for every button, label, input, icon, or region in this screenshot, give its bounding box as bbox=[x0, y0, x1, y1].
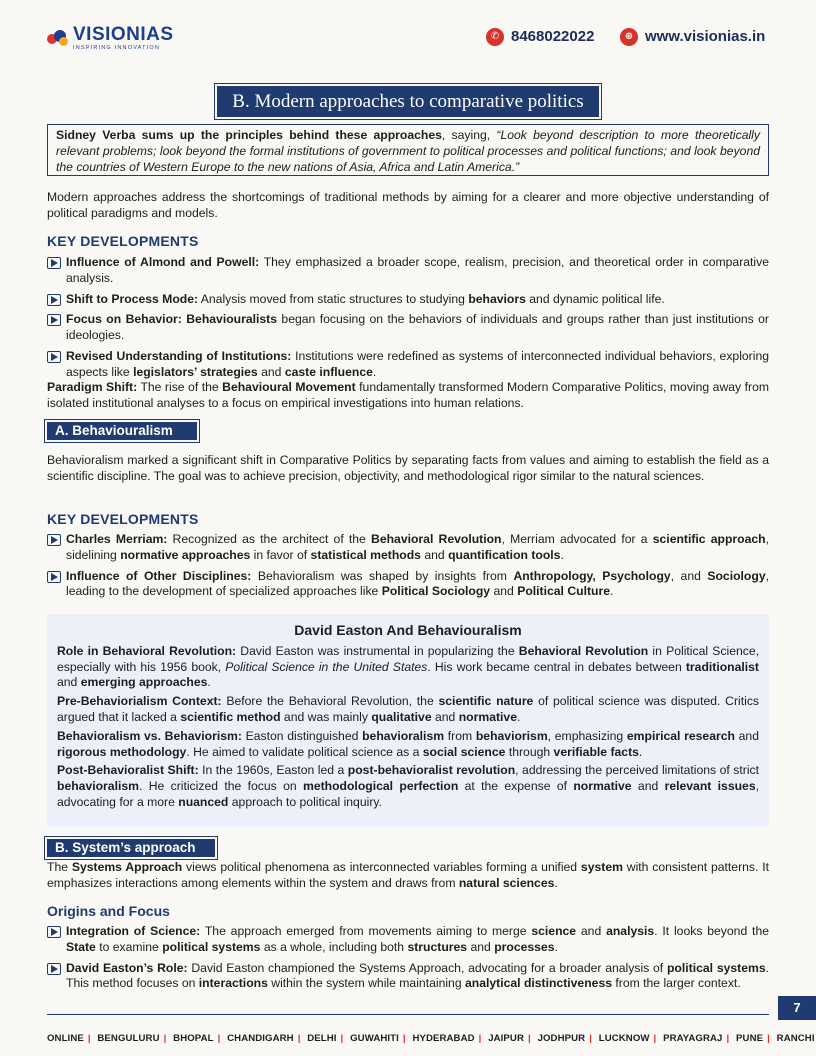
city-label: LUCKNOW bbox=[598, 1033, 650, 1044]
section-a-heading: A. Behaviouralism bbox=[47, 422, 197, 440]
arrow-bullet-icon bbox=[47, 926, 61, 938]
origins-focus-list bbox=[47, 924, 769, 992]
city-label: DELHI bbox=[307, 1033, 337, 1044]
quote-text: “Look beyond description to more theoretically relevant problems; look beyond the formal institutions of government to political processes and political functions; and look beyond the countries of Western Europe to the new nations of Asia, Africa and Latin America.” bbox=[56, 128, 760, 174]
easton-paragraph: Role in Behavioral Revolution: David Easton was instrumental in popularizing the Behavioral Revolution in Political Science, especially with his 1956 book, Political Science in the United States. His work became central in debates between traditionalist and emerging approaches. bbox=[57, 643, 760, 690]
city-label: CHANDIGARH bbox=[227, 1033, 294, 1044]
city-label: RANCHI bbox=[776, 1033, 815, 1044]
arrow-bullet-icon bbox=[47, 314, 61, 326]
logo-name: VISIONIAS bbox=[73, 24, 174, 45]
origins-focus-heading: Origins and Focus bbox=[47, 903, 170, 919]
logo-mark-icon bbox=[47, 28, 71, 50]
easton-paragraph: Pre-Behaviorialism Context: Before the Behavioral Revolution, the scientific nature of political science was disputed. Critics argued that it lacked a scientific method and was mainly qualitative and normative. bbox=[57, 694, 760, 724]
list-item: Charles Merriam: Recognized as the architect of the Behavioral Revolution, Merriam advocated for a scientific approach, sidelining normative approaches in favor of statistical methods and quantification tools. bbox=[47, 532, 769, 564]
globe-icon: ⊕ bbox=[620, 28, 638, 46]
verba-quote-box bbox=[47, 124, 769, 176]
key-developments-heading-1: KEY DEVELOPMENTS bbox=[47, 233, 199, 249]
city-label: ONLINE bbox=[47, 1033, 84, 1044]
list-item: Shift to Process Mode: Analysis moved from static structures to studying behaviors and dynamic political life. bbox=[47, 292, 769, 308]
phone-icon: ✆ bbox=[486, 28, 504, 46]
visionias-logo[interactable] bbox=[47, 26, 174, 52]
arrow-bullet-icon bbox=[47, 963, 61, 975]
list-item: Influence of Almond and Powell: They emphasized a broader scope, realism, precision, and theoretical order in comparative analysis. bbox=[47, 255, 769, 287]
list-item: David Easton’s Role: David Easton championed the Systems Approach, advocating for a broader analysis of political systems. This method focuses on interactions within the system while maintaining analytical distinctiveness from the larger context. bbox=[47, 961, 769, 993]
footer-divider bbox=[47, 1014, 769, 1015]
list-item: Revised Understanding of Institutions: Institutions were redefined as systems of interconnected individual behaviors, exploring aspects like legislators’ strategies and caste influence. bbox=[47, 349, 769, 381]
easton-paragraph: Post-Behavioralist Shift: In the 1960s, Easton led a post-behavioralist revolution, addressing the perceived limitations of strict behavioralism. He criticized the focus on methodological perfection at the expense of normative and relevant issues, advocating for a more nuanced approach to political inquiry. bbox=[57, 763, 760, 809]
city-label: BENGULURU bbox=[97, 1033, 160, 1044]
key-developments-list-1 bbox=[47, 255, 769, 381]
arrow-bullet-icon bbox=[47, 294, 61, 306]
main-title: B. Modern approaches to comparative politics bbox=[217, 86, 599, 117]
easton-box-title: David Easton And Behaviouralism bbox=[294, 622, 522, 638]
city-label: GUWAHITI bbox=[350, 1033, 399, 1044]
quote-lead: Sidney Verba sums up the principles behind these approaches bbox=[56, 128, 442, 142]
list-item: Focus on Behavior: Behaviouralists began focusing on the behaviors of individuals and groups rather than just institutions or ideologies. bbox=[47, 312, 769, 344]
intro-paragraph: Modern approaches address the shortcomings of traditional methods by aiming for a clearer and more objective understanding of political paradigms and models. bbox=[47, 190, 769, 220]
arrow-bullet-icon bbox=[47, 571, 61, 583]
city-label: PUNE bbox=[736, 1033, 764, 1044]
quote-mid: , saying, bbox=[441, 128, 497, 142]
paradigm-shift-paragraph: Paradigm Shift: The rise of the Behavioural Movement fundamentally transformed Modern Comparative Politics, moving away from isolated institutional analyses to a focus on empirical investigations into human relations. bbox=[47, 380, 770, 410]
systems-approach-paragraph: The Systems Approach views political phenomena as interconnected variables forming a unified system with consistent patterns. It emphasizes interactions among elements within the system and draws from natural sciences. bbox=[47, 860, 769, 890]
arrow-bullet-icon bbox=[47, 351, 61, 363]
behaviouralism-paragraph: Behavioralism marked a significant shift in Comparative Politics by separating facts from values and aiming to establish the field as a scientific discipline. The goal was to achieve precision, objectivity, and methodological rigor similar to the natural sciences. bbox=[47, 453, 769, 483]
footer-cities: ONLINE | BENGULURU | BHOPAL | CHANDIGARH | DELHI | GUWAHITI | HYDERABAD | JAIPUR | JODHPUR | LUCKNOW | PRAYAGRAJ | PUNE | RANCHI bbox=[47, 1033, 815, 1044]
key-developments-heading-2: KEY DEVELOPMENTS bbox=[47, 511, 199, 527]
city-label: JODHPUR bbox=[537, 1033, 586, 1044]
phone-number: 8468022022 bbox=[511, 28, 595, 46]
logo-tagline: INSPIRING INNOVATION bbox=[73, 44, 161, 51]
city-label: JAIPUR bbox=[488, 1033, 524, 1044]
city-label: PRAYAGRAJ bbox=[663, 1033, 723, 1044]
page-header bbox=[0, 0, 816, 60]
arrow-bullet-icon bbox=[47, 257, 61, 269]
city-label: HYDERABAD bbox=[412, 1033, 475, 1044]
easton-info-box bbox=[47, 614, 769, 827]
city-label: BHOPAL bbox=[173, 1033, 214, 1044]
phone-contact[interactable] bbox=[486, 28, 594, 46]
section-b-heading: B. System’s approach bbox=[47, 839, 215, 857]
list-item: Influence of Other Disciplines: Behavioralism was shaped by insights from Anthropology, Psychology, and Sociology, leading to the development of specialized approaches like Political Sociology and Political Culture. bbox=[47, 569, 769, 601]
key-developments-list-2 bbox=[47, 532, 769, 600]
page-number: 7 bbox=[778, 996, 816, 1020]
list-item: Integration of Science: The approach emerged from movements aiming to merge science and analysis. It looks beyond the State to examine political systems as a whole, including both structures and processes. bbox=[47, 924, 769, 956]
arrow-bullet-icon bbox=[47, 534, 61, 546]
website-url: www.visionias.in bbox=[645, 28, 766, 46]
easton-paragraph: Behavioralism vs. Behaviorism: Easton distinguished behavioralism from behaviorism, emphasizing empirical research and rigorous methodology. He aimed to validate political science as a social science through verifiable facts. bbox=[57, 728, 759, 759]
website-link[interactable] bbox=[620, 28, 765, 46]
